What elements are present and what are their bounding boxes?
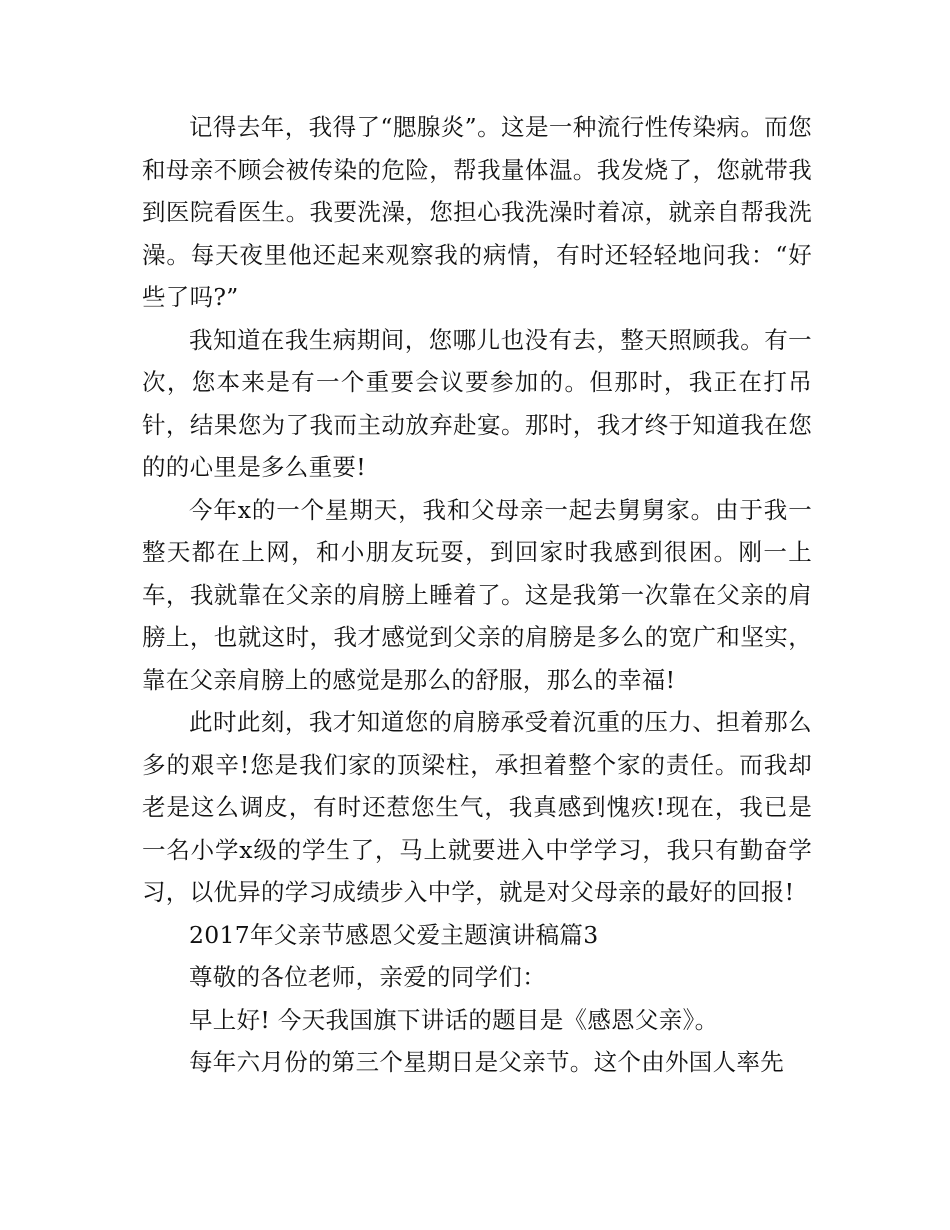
paragraph-shoulder: 今年x的一个星期天，我和父母亲一起去舅舅家。由于我一整天都在上网，和小朋友玩耍，到回家时我感到很困。刚一上车，我就靠在父亲的肩膀上睡着了。这是我第一次靠在父亲的肩膀上，也就这时，我才感觉到父亲的肩膀是多么的宽广和坚实，靠在父亲肩膀上的感觉是那么的舒服，那么的幸福! bbox=[142, 495, 812, 694]
greeting: 早上好! 今天我国旗下讲话的题目是《感恩父亲》。 bbox=[189, 1005, 719, 1034]
paragraph-care: 我知道在我生病期间，您哪儿也没有去，整天照顾我。有一次，您本来是有一个重要会议要参加的。但那时，我正在打吊针，结果您为了我而主动放弃赴宴。那时，我才终于知道我在您的的心里是多么重要! bbox=[142, 325, 812, 481]
section-heading: 2017年父亲节感恩父爱主题演讲稿篇3 bbox=[189, 920, 599, 949]
paragraph-fathers-day: 每年六月份的第三个星期日是父亲节。这个由外国人率先 bbox=[189, 1048, 784, 1076]
salutation: 尊敬的各位老师，亲爱的同学们： bbox=[189, 963, 546, 991]
document-page bbox=[142, 106, 812, 1084]
paragraph-illness: 记得去年，我得了“腮腺炎”。这是一种流行性传染病。而您和母亲不顾会被传染的危险，帮我量体温。我发烧了，您就带我到医院看医生。我要洗澡，您担心我洗澡时着凉，就亲自帮我洗澡。每天夜里他还起来观察我的病情，有时还轻轻地问我：“好些了吗?” bbox=[142, 113, 812, 311]
paragraph-gratitude: 此时此刻，我才知道您的肩膀承受着沉重的压力、担着那么多的艰辛!您是我们家的顶梁柱，承担着整个家的责任。而我却老是这么调皮，有时还惹您生气，我真感到愧疚!现在，我已是一名小学x级的学生了，马上就要进入中学学习，我只有勤奋学习，以优异的学习成绩步入中学，就是对父母亲的最好的回报! bbox=[142, 708, 812, 906]
